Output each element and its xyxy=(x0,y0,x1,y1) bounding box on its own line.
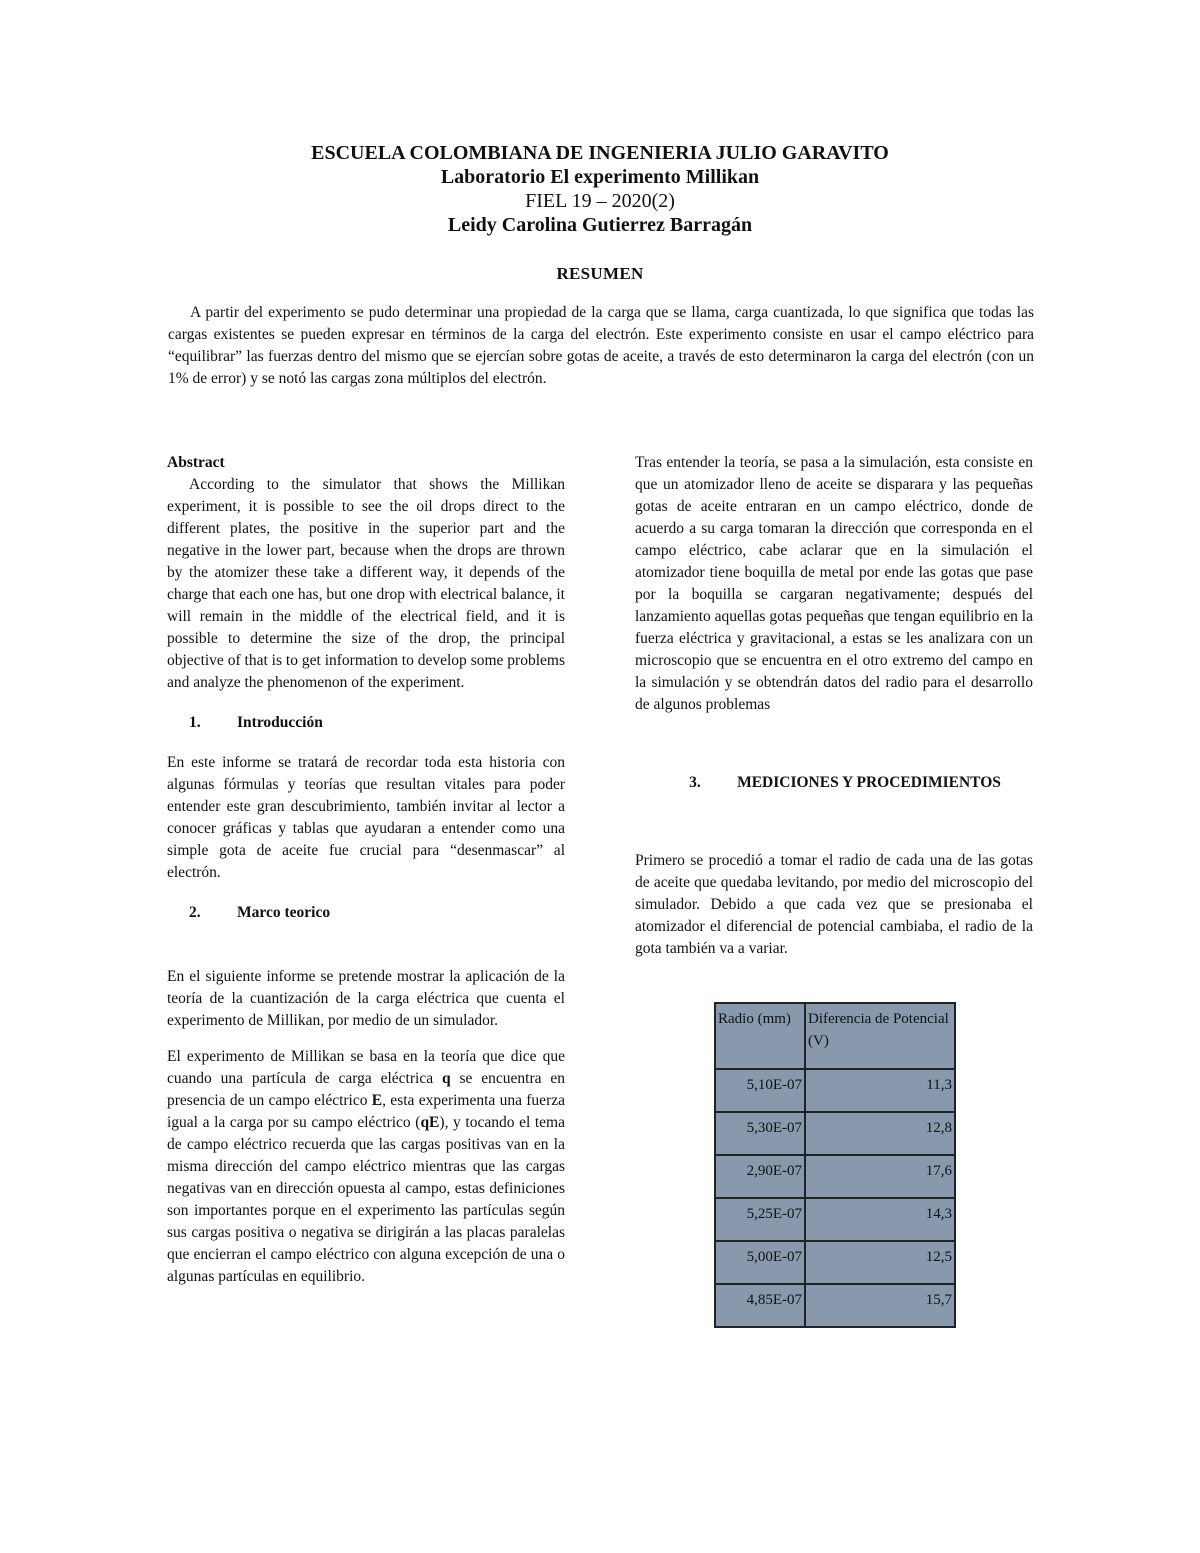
table-cell-radio: 5,25E-07 xyxy=(715,1198,805,1241)
symbol-q: q xyxy=(441,1070,451,1087)
institution-title: ESCUELA COLOMBIANA DE INGENIERIA JULIO GARAVITO xyxy=(311,142,889,164)
abstract-body: According to the simulator that shows the Millikan experiment, it is possible to see the oil drops direct to the different plates, the positive in the superior part and the negative in the lower part, because when the drops are thrown by the atomizer these take a different way, it depends of the charge that each one has, but one drop with electrical balance, it will remain in the middle of the electrical field, and it is possible to determine the size of the drop, the principal objective of that is to get information to develop some problems and analyze the phenomenon of the experiment. xyxy=(167,476,565,691)
section-number: 3. xyxy=(689,774,701,791)
marco-body-1: En el siguiente informe se pretende mostrar la aplicación de la teoría de la cuantización de la carga eléctrica que cuenta el experimento de Millikan, por medio de un simulador. xyxy=(167,968,565,1029)
course-code: FIEL 19 – 2020(2) xyxy=(525,190,675,212)
table-cell-potencial: 15,7 xyxy=(805,1284,955,1327)
table-row xyxy=(715,1198,955,1241)
author-name: Leidy Carolina Gutierrez Barragán xyxy=(447,214,753,236)
table-cell-potencial: 17,6 xyxy=(805,1155,955,1198)
table-row xyxy=(715,1155,955,1198)
table-row xyxy=(715,1069,955,1112)
section-number: 1. xyxy=(189,714,201,731)
section-title: Introducción xyxy=(237,714,323,731)
table-cell-radio: 5,00E-07 xyxy=(715,1241,805,1284)
page-header xyxy=(150,141,1050,237)
table-row xyxy=(715,1284,955,1327)
table-row xyxy=(715,1241,955,1284)
section-title: MEDICIONES Y PROCEDIMIENTOS xyxy=(737,774,1001,791)
symbol-E: E xyxy=(371,1092,383,1109)
abstract-heading: Abstract xyxy=(167,454,225,471)
table-cell-radio: 4,85E-07 xyxy=(715,1284,805,1327)
section-title: Marco teorico xyxy=(237,904,331,921)
marco-body-2: El experimento de Millikan se basa en la teoría que dice que cuando una partícula de carga eléctrica q se encuentra en presencia de un campo eléctrico E, esta experimenta una fuerza igual a la carga por su campo eléctrico (qE), y tocando el tema de campo eléctrico recuerda que las cargas positivas van en la misma dirección del campo eléctrico mientras que las cargas negativas van en dirección opuesta al campo, estas definiciones son importantes porque en el experimento las partículas según sus cargas positiva o negativa se dirigirán a las placas paralelas que encierran el campo eléctrico con alguna excepción de una o algunas partículas en equilibrio. xyxy=(167,1048,565,1285)
intro-body: En este informe se tratará de recordar toda esta historia con algunas fórmulas y teorías que resultan vitales para poder entender este gran descubrimiento, también invitar al lector a conocer gráficas y tablas que ayudaran a entender como una simple gota de aceite fue crucial para “desenmascar” al electrón. xyxy=(167,754,565,881)
table-cell-radio: 5,10E-07 xyxy=(715,1069,805,1112)
table-cell-potencial: 11,3 xyxy=(805,1069,955,1112)
table-row xyxy=(715,1112,955,1155)
lab-title: Laboratorio El experimento Millikan xyxy=(440,166,760,188)
section-heading-intro xyxy=(167,712,565,734)
resumen-heading: RESUMEN xyxy=(556,264,644,283)
right-column xyxy=(635,452,1033,960)
table-cell-potencial: 12,5 xyxy=(805,1241,955,1284)
table-header-row xyxy=(715,1003,955,1069)
table-cell-radio: 5,30E-07 xyxy=(715,1112,805,1155)
symbol-qE: qE xyxy=(420,1114,440,1131)
section-number: 2. xyxy=(189,904,201,921)
measurements-table xyxy=(714,1002,956,1328)
table-header-radio: Radio (mm) xyxy=(715,1003,805,1069)
section-heading-marco xyxy=(167,902,565,924)
table-cell-potencial: 14,3 xyxy=(805,1198,955,1241)
section-heading-mediciones xyxy=(635,772,1033,794)
left-column xyxy=(167,452,565,1288)
resumen-body: A partir del experimento se pudo determinar una propiedad de la carga que se llama, carga cuantizada, lo que significa que todas las cargas existentes se pueden expresar en términos de la carga del electrón. Este experimento consiste en usar el campo eléctrico para “equilibrar” las fuerzas dentro del mismo que se ejercían sobre gotas de aceite, a través de esto determinaron la carga del electrón (con un 1% de error) y se notó las cargas zona múltiplos del electrón. xyxy=(168,304,1034,387)
mediciones-body: Primero se procedió a tomar el radio de cada una de las gotas de aceite que quedaba levitando, por medio del microscopio del simulador. Debido a que cada vez que se presionaba el atomizador el diferencial de potencial cambiaba, el radio de la gota también va a variar. xyxy=(635,852,1033,957)
table-cell-radio: 2,90E-07 xyxy=(715,1155,805,1198)
simulacion-body: Tras entender la teoría, se pasa a la simulación, esta consiste en que un atomizador lleno de aceite se disparara y las pequeñas gotas de aceite entraran en un campo eléctrico, donde de acuerdo a su carga tomaran la dirección que corresponda en el campo eléctrico, cabe aclarar que en la simulación el atomizador tiene boquilla de metal por ende las gotas que pase por la boquilla se cargaran negativamente; después del lanzamiento aquellas gotas pequeñas que tengan equilibrio en la fuerza eléctrica y gravitacional, a estas se les analizara con un microscopio que se encuentra en el otro extremo del campo en la simulación y se obtendrán datos del radio para el desarrollo de algunos problemas xyxy=(635,454,1033,713)
table-cell-potencial: 12,8 xyxy=(805,1112,955,1155)
table-header-potencial: Diferencia de Potencial (V) xyxy=(805,1003,955,1069)
